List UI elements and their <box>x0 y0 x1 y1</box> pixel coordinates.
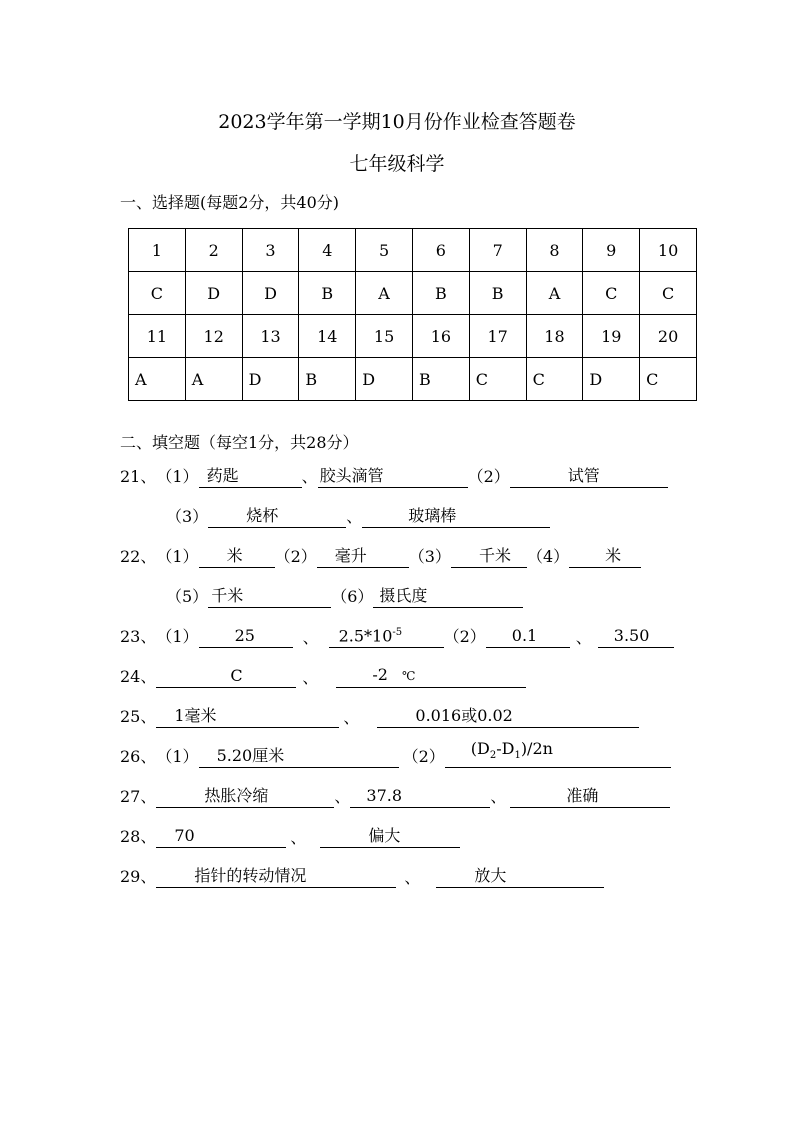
part-label: （1） <box>156 627 199 646</box>
separator: 、 <box>301 467 318 486</box>
part-label: （6） <box>331 587 374 606</box>
part-label: （4） <box>526 547 570 566</box>
part-label: （3） <box>166 507 209 526</box>
question-number: 25、 <box>120 707 157 726</box>
question-number: 22、 <box>120 547 157 566</box>
question-number-cell: 2 <box>185 229 242 272</box>
part-label: （1） <box>156 467 199 486</box>
separator: 、 <box>334 787 351 806</box>
question-23 <box>120 622 674 648</box>
answer-cell: A <box>356 272 413 315</box>
question-21-line1 <box>120 462 668 488</box>
formula-part: -D <box>496 738 515 758</box>
answer-blank: 烧杯 <box>208 506 346 528</box>
question-25 <box>120 702 639 728</box>
question-22-line1 <box>120 542 641 568</box>
answer-cell: A <box>185 358 242 401</box>
answer-blank: 0.1 <box>486 626 570 648</box>
answer-cell: A <box>129 358 186 401</box>
answer-cell: D <box>185 272 242 315</box>
formula-subscript: 2 <box>489 750 497 761</box>
question-number-cell: 15 <box>356 315 413 358</box>
answer-cell: D <box>242 272 299 315</box>
answer-blank <box>329 623 444 648</box>
answer-blank <box>336 665 526 688</box>
answer-cell: D <box>583 358 640 401</box>
question-number-cell: 19 <box>583 315 640 358</box>
question-number-cell: 5 <box>356 229 413 272</box>
part-label: （2） <box>402 747 445 766</box>
answer-blank: 热胀冷缩 <box>156 786 334 808</box>
question-number-cell: 7 <box>469 229 526 272</box>
question-number-cell: 4 <box>299 229 356 272</box>
separator: 、 <box>302 628 319 647</box>
answer-row <box>129 358 697 401</box>
answer-blank: 千米 <box>451 546 527 568</box>
question-28 <box>120 822 460 848</box>
formula-part: )/2n <box>520 738 553 758</box>
formula-part: (D <box>470 738 490 758</box>
answer-text: -2 <box>372 665 388 684</box>
answer-row <box>129 272 697 315</box>
answer-cell: C <box>640 358 697 401</box>
answer-cell: B <box>412 272 469 315</box>
question-number: 23、 <box>120 627 157 646</box>
question-number: 28、 <box>120 827 157 846</box>
question-number-cell: 11 <box>129 315 186 358</box>
answer-blank: 37.8 <box>350 786 490 808</box>
question-24 <box>120 662 526 688</box>
separator: 、 <box>343 708 360 727</box>
answer-blank: 试管 <box>510 466 668 488</box>
answer-blank: 0.016或0.02 <box>377 706 639 728</box>
separator: 、 <box>575 628 592 647</box>
answer-blank: 摄氏度 <box>373 586 523 608</box>
choice-answer-table <box>128 228 697 401</box>
answer-blank <box>445 739 671 768</box>
part-label: （1） <box>156 547 199 566</box>
answer-blank: 指针的转动情况 <box>156 866 396 888</box>
question-number-cell: 10 <box>640 229 697 272</box>
unit-label: ℃ <box>401 669 416 683</box>
answer-blank: 25 <box>199 626 293 648</box>
part-label: （1） <box>156 747 199 766</box>
question-number-cell: 12 <box>185 315 242 358</box>
question-number-cell: 16 <box>412 315 469 358</box>
answer-blank: 玻璃棒 <box>362 506 550 528</box>
answer-exponent: -5 <box>392 626 403 638</box>
answer-blank: 放大 <box>436 866 604 888</box>
separator: 、 <box>346 507 363 526</box>
answer-cell: C <box>469 358 526 401</box>
question-29 <box>120 862 604 888</box>
question-number-row <box>129 229 697 272</box>
question-number: 27、 <box>120 787 157 806</box>
page-title: 2023学年第一学期10月份作业检查答题卷 <box>218 111 576 133</box>
separator: 、 <box>490 787 507 806</box>
part-label: （2） <box>274 547 317 566</box>
answer-cell: B <box>412 358 469 401</box>
question-number: 29、 <box>120 867 157 886</box>
question-26 <box>120 738 671 768</box>
answer-blank: 偏大 <box>320 826 460 848</box>
answer-blank: 准确 <box>510 786 670 808</box>
answer-cell: C <box>583 272 640 315</box>
question-22-line2 <box>166 582 523 608</box>
question-number-cell: 3 <box>242 229 299 272</box>
answer-cell: B <box>299 272 356 315</box>
answer-cell: C <box>640 272 697 315</box>
page-subtitle: 七年级科学 <box>349 153 445 175</box>
answer-blank: C <box>156 666 296 688</box>
answer-cell: D <box>242 358 299 401</box>
answer-blank: 3.50 <box>598 626 674 648</box>
question-number-cell: 17 <box>469 315 526 358</box>
answer-text: 2.5*10 <box>338 626 393 645</box>
question-number-cell: 14 <box>299 315 356 358</box>
answer-blank: 米 <box>199 546 275 568</box>
question-number: 21、 <box>120 467 157 486</box>
answer-blank: 70 <box>156 826 286 848</box>
answer-cell: B <box>299 358 356 401</box>
part-label: （2） <box>467 467 510 486</box>
question-21-line2 <box>166 502 550 528</box>
answer-blank: 毫升 <box>317 546 409 568</box>
question-number: 24、 <box>120 667 157 686</box>
answer-cell: D <box>356 358 413 401</box>
question-number-cell: 8 <box>526 229 583 272</box>
question-27 <box>120 782 670 808</box>
part-label: （5） <box>166 587 209 606</box>
question-number-cell: 20 <box>640 315 697 358</box>
answer-blank: 药匙 <box>199 466 302 488</box>
question-number-cell: 1 <box>129 229 186 272</box>
answer-blank: 1毫米 <box>156 706 339 728</box>
section-heading-fill: 二、填空题（每空1分，共28分） <box>120 433 359 452</box>
answer-cell: C <box>129 272 186 315</box>
separator: 、 <box>404 868 421 887</box>
part-label: （2） <box>443 627 486 646</box>
answer-cell: B <box>469 272 526 315</box>
question-number-cell: 13 <box>242 315 299 358</box>
answer-cell: A <box>526 272 583 315</box>
answer-blank: 胶头滴管 <box>318 466 468 488</box>
separator: 、 <box>302 668 319 687</box>
question-number-cell: 6 <box>412 229 469 272</box>
formula-subscript: 1 <box>514 750 521 761</box>
answer-blank: 5.20厘米 <box>199 746 399 768</box>
question-number-row <box>129 315 697 358</box>
separator: 、 <box>290 828 307 847</box>
answer-blank: 千米 <box>208 586 331 608</box>
question-number-cell: 18 <box>526 315 583 358</box>
part-label: （3） <box>408 547 451 566</box>
answer-cell: C <box>526 358 583 401</box>
question-number-cell: 9 <box>583 229 640 272</box>
section-heading-choice: 一、选择题(每题2分，共40分) <box>120 193 340 212</box>
question-number: 26、 <box>120 747 157 766</box>
answer-blank: 米 <box>569 546 641 568</box>
